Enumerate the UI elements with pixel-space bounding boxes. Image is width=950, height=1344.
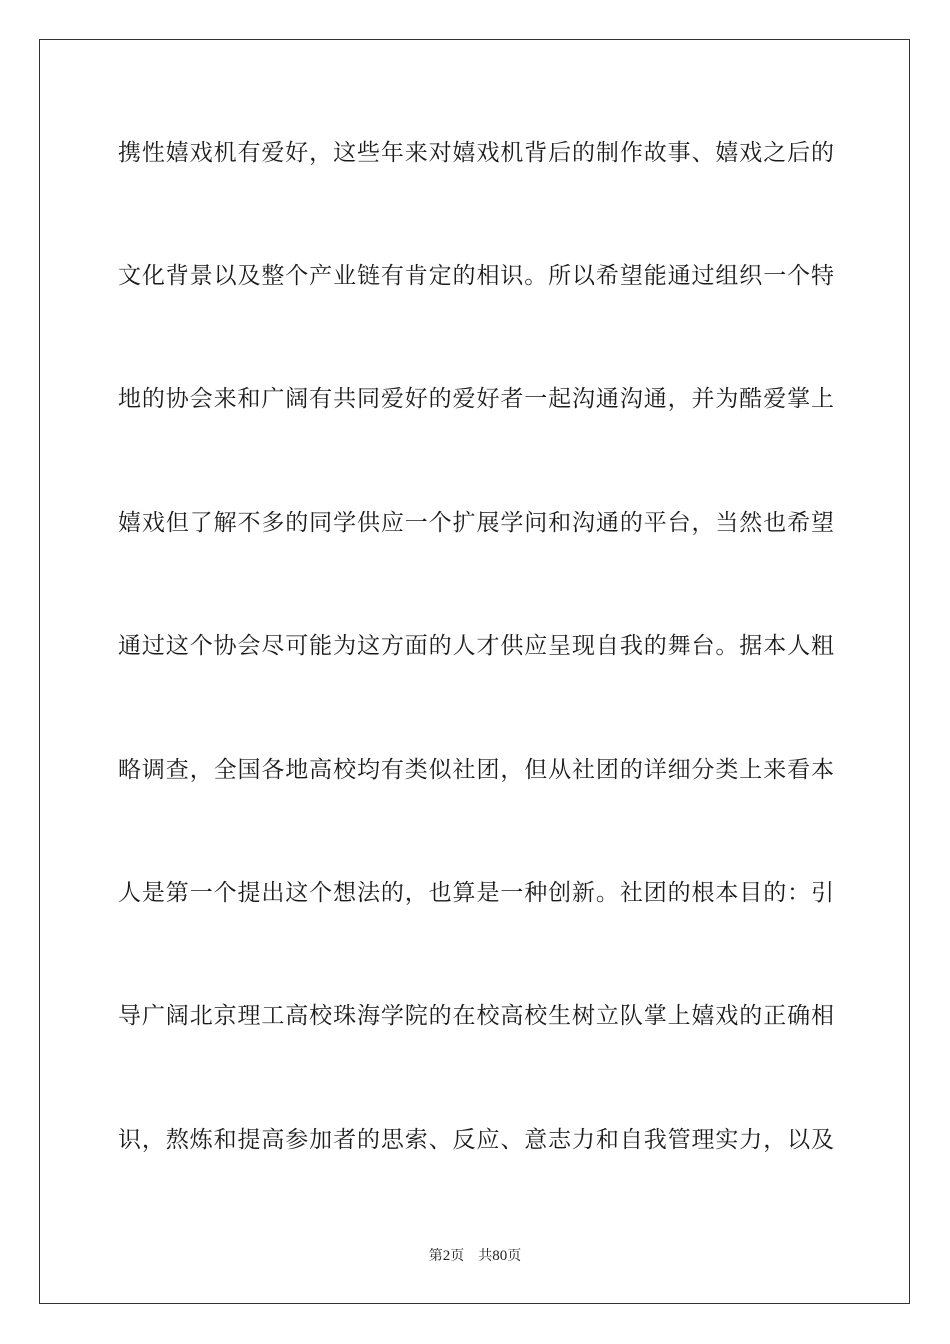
text-line-4: 嬉戏但了解不多的同学供应一个扩展学问和沟通的平台，当然也希望 xyxy=(118,510,834,536)
text-line-5: 通过这个协会尽可能为这方面的人才供应呈现自我的舞台。据本人粗 xyxy=(118,633,834,659)
total-pages: 80 xyxy=(492,1248,508,1264)
page-prefix: 第 xyxy=(428,1248,443,1264)
text-line-1: 携性嬉戏机有爱好，这些年来对嬉戏机背后的制作故事、嬉戏之后的 xyxy=(118,140,834,166)
page-border xyxy=(39,39,910,1304)
text-line-8: 导广阔北京理工高校珠海学院的在校高校生树立队掌上嬉戏的正确相 xyxy=(118,1003,834,1029)
page-suffix: 页 xyxy=(450,1248,465,1264)
text-line-2: 文化背景以及整个产业链有肯定的相识。所以希望能通过组织一个特 xyxy=(118,263,834,289)
page-number: 2 xyxy=(442,1248,451,1264)
text-line-7: 人是第一个提出这个想法的，也算是一种创新。社团的根本目的：引 xyxy=(118,880,834,906)
page-footer xyxy=(0,1247,950,1265)
text-line-9: 识，熬炼和提高参加者的思索、反应、意志力和自我管理实力，以及 xyxy=(118,1127,834,1153)
total-suffix: 页 xyxy=(507,1248,522,1264)
text-line-3: 地的协会来和广阔有共同爱好的爱好者一起沟通沟通，并为酷爱掌上 xyxy=(118,386,834,412)
text-line-6: 略调查，全国各地高校均有类似社团，但从社团的详细分类上来看本 xyxy=(118,757,834,783)
total-prefix: 共 xyxy=(478,1248,493,1264)
